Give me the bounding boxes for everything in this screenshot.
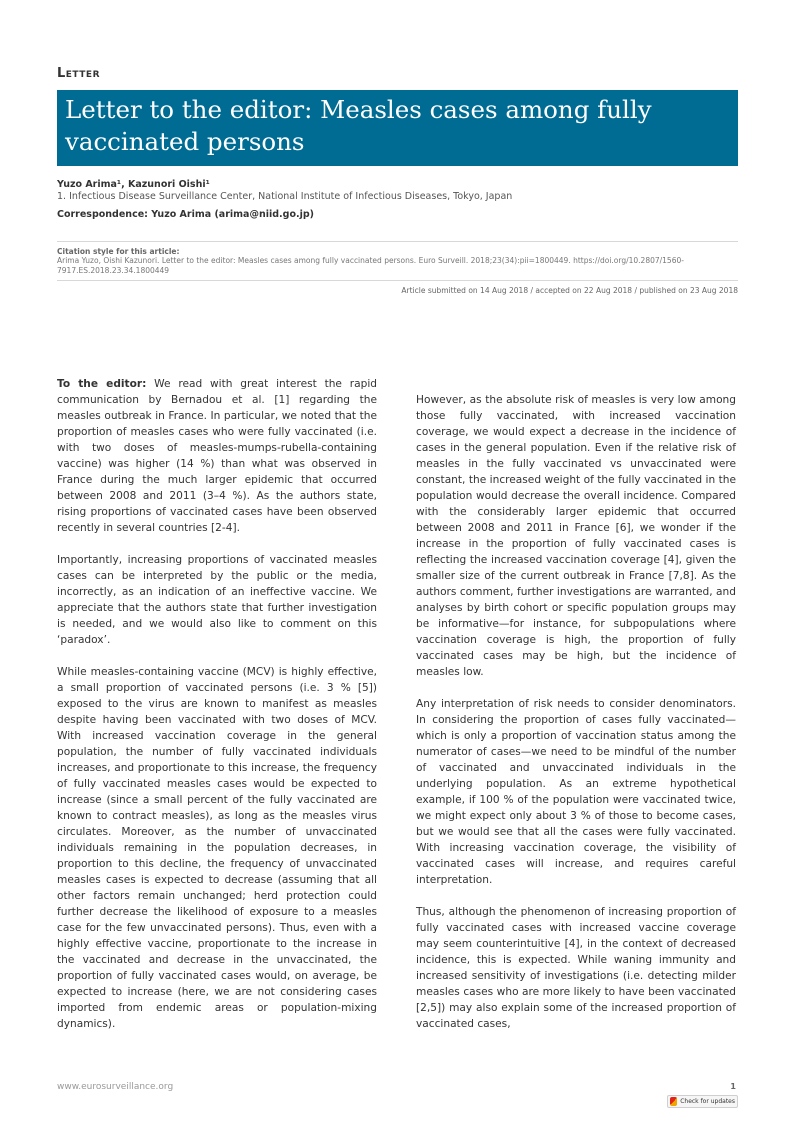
paragraph-text: We read with great interest the rapid communication by Bernadou et al. [1] regarding the measles outbreak in France. In particular, we noted that the proportion of measles cases who were fully vaccinated (i.e. with two doses of measles-mumps-rubella-containing vaccine) was higher (14 %) than what was observed in France during the much larger epidemic that occurred between 2008 and 2011 (3–4 %). As the authors state, rising proportions of vaccinated cases have been observed recently in several countries [2-4]. xyxy=(57,378,377,534)
author-list: Yuzo Arima¹, Kazunori Oishi¹ xyxy=(57,179,210,190)
author-affiliation: 1. Infectious Disease Surveillance Center, National Institute of Infectious Diseases, Tokyo, Japan xyxy=(57,191,513,202)
paragraph: Thus, although the phenomenon of increasing proportion of fully vaccinated cases with increased vaccine coverage may seem counterintuitive [4], in the context of decreased incidence, this is expected. While waning immunity and increased sensitivity of investigations (i.e. detecting milder measles cases who are more likely to have been vaccinated [2,5]) may also explain some of the increased proportion of vaccinated cases, xyxy=(416,906,736,1030)
page-number: 1 xyxy=(730,1082,736,1091)
journal-url[interactable]: www.eurosurveillance.org xyxy=(57,1082,174,1092)
paragraph: Importantly, increasing proportions of vaccinated measles cases can be interpreted by the public or the media, incorrectly, as an indication of an ineffective vaccine. We appreciate that the authors state that further investigation is needed, and we would also like to comment on this ‘paradox’. xyxy=(57,554,377,646)
divider-top xyxy=(57,241,738,242)
citation-text: Arima Yuzo, Oishi Kazunori. Letter to the editor: Measles cases among fully vaccinated persons. Euro Surveill. 2018;23(34):pii=1800449. https://doi.org/10.2807/1560-7917.ES.2018.23.34.1800449 xyxy=(57,256,684,275)
paragraph xyxy=(57,376,377,536)
check-for-updates-button[interactable] xyxy=(667,1095,738,1108)
submission-dates: Article submitted on 14 Aug 2018 / accepted on 22 Aug 2018 / published on 23 Aug 2018 xyxy=(401,286,738,295)
article-title: Letter to the editor: Measles cases among fully vaccinated persons xyxy=(65,95,652,156)
crossmark-icon xyxy=(670,1097,677,1106)
body-column-left xyxy=(57,376,377,1048)
paragraph: While measles-containing vaccine (MCV) is highly effective, a small proportion of vaccinated persons (i.e. 3 % [5]) exposed to the virus are known to manifest as measles despite having been vaccinated with two doses of MCV. With increased vaccination coverage in the general population, the number of fully vaccinated individuals increases, and proportionate to this increase, the frequency of fully vaccinated measles cases would be expected to increase (since a small percent of the fully vaccinated are known to contract measles), as long as the measles virus circulates. Moreover, as the number of unvaccinated individuals remaining in the population decreases, in proportion to this decline, the frequency of unvaccinated measles cases is expected to decrease (assuming that all other factors remain unchanged; herd protection could further decrease the likelihood of exposure to a measles case for the few unvaccinated persons). Thus, even with a highly effective vaccine, proportionate to the increase in the vaccinated and decrease in the unvaccinated, the proportion of fully vaccinated cases would, on average, be expected to increase (here, we are not considering cases imported from endemic areas or population-mixing dynamics). xyxy=(57,666,377,1030)
paragraph-lead: To the editor: xyxy=(57,378,147,390)
correspondence: Correspondence: Yuzo Arima (arima@niid.go.jp) xyxy=(57,209,314,220)
title-band xyxy=(57,90,738,166)
body-column-right xyxy=(416,392,736,1048)
citation-heading: Citation style for this article: xyxy=(57,247,180,256)
paragraph: However, as the absolute risk of measles is very low among those fully vaccinated, with increased vaccination coverage, we would expect a decrease in the incidence of cases in the general population. Even if the relative risk of measles in the fully vaccinated vs unvaccinated were constant, the increased weight of the fully vaccinated in the population would decrease the overall incidence. Compared with the considerably larger epidemic that occurred between 2008 and 2011 in France [6], we wonder if the increase in the proportion of fully vaccinated cases is reflecting the increased vaccination coverage [4], given the smaller size of the current outbreak in France [7,8]. As the authors comment, further investigations are warranted, and analyses by birth cohort or specific population groups may be informative—for instance, for subpopulations where vaccination coverage is high, the proportion of fully vaccinated cases may be high, but the incidence of measles low. xyxy=(416,394,736,678)
divider-bottom xyxy=(57,280,738,281)
badge-label: Check for updates xyxy=(680,1098,735,1105)
section-label: Letter xyxy=(57,66,100,81)
paragraph: Any interpretation of risk needs to consider denominators. In considering the proportion of cases fully vaccinated—which is only a proportion of vaccination status among the numerator of cases—we need to be mindful of the number of vaccinated and unvaccinated individuals in the underlying population. As an extreme hypothetical example, if 100 % of the population were vaccinated twice, we might expect only about 3 % of those to become cases, but we would see that all the cases were fully vaccinated. With increasing vaccination coverage, the visibility of vaccinated cases will increase, and requires careful interpretation. xyxy=(416,698,736,886)
